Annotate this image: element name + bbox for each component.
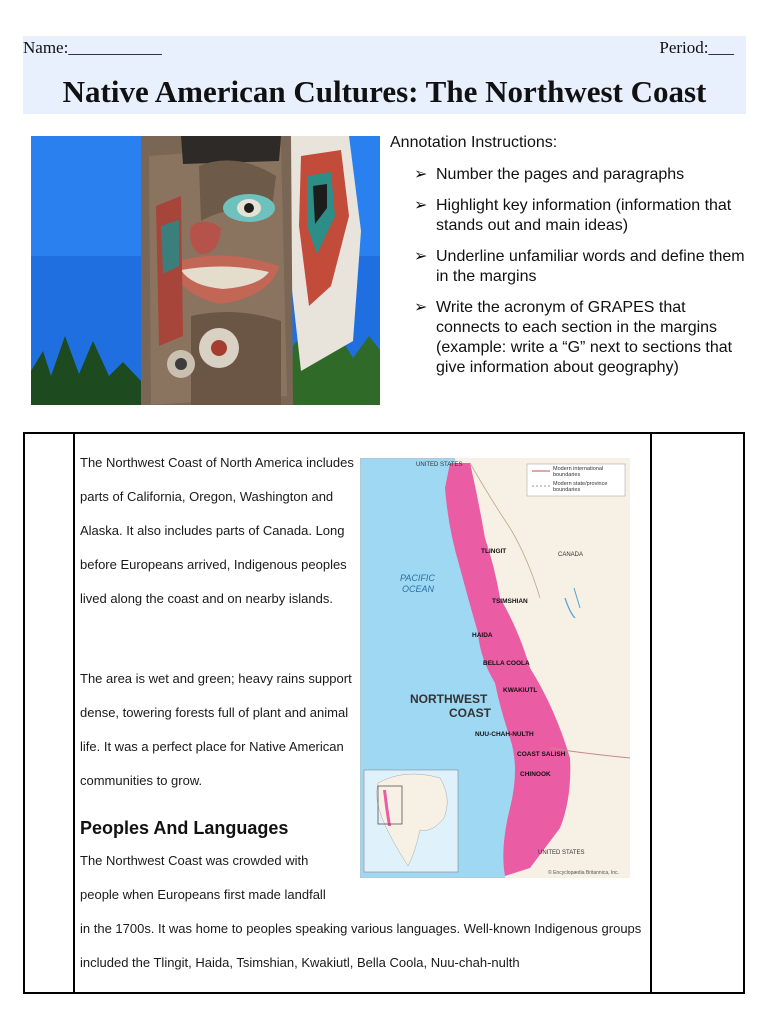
map-label-canada: CANADA [558, 552, 584, 558]
paragraph-4: in the 1700s. It was home to peoples speaking various languages. Well-known Indigenous groups included the Tlingit, Haida, Tsimshian, Kwakiutl, Bella Coola, Nuu-chah-nulth [80, 921, 642, 970]
map-label-group: COAST SALISH [517, 751, 566, 758]
map-label-group: TSIMSHIAN [492, 598, 528, 605]
map-label-group: KWAKIUTL [503, 687, 538, 694]
legend-label: boundaries [553, 487, 581, 493]
map-label-group: HAIDA [472, 632, 493, 639]
list-item: ➢ Write the acronym of GRAPES that connects to each section in the margins (example: write a “G” next to sections that give information about geography) [414, 299, 733, 376]
instructions-heading: Annotation Instructions: [390, 134, 558, 151]
annotation-table [23, 432, 745, 994]
arrow-bullet-icon: ➢ [414, 248, 428, 265]
list-item: ➢ Highlight key information (information that stands out and main ideas) [414, 197, 732, 234]
page-title: Native American Cultures: The Northwest Coast [62, 74, 707, 109]
map-credit: © Encyclopædia Britannica, Inc. [548, 870, 619, 876]
right-margin-divider [650, 434, 652, 992]
map-label-group: NUU-CHAH-NULTH [475, 731, 534, 738]
paragraph-3: The Northwest Coast was crowded with people when Europeans first made landfall [80, 853, 326, 902]
instructions-list [390, 165, 750, 378]
legend-label: Modern international [553, 466, 604, 472]
map-label-us-bottom: UNITED STATES [538, 850, 585, 856]
name-field: Name:___________ [23, 38, 162, 57]
legend-label: boundaries [553, 472, 581, 478]
paragraph-1: The Northwest Coast of North America includes parts of California, Oregon, Washington and Alaska. It also includes parts of Canada. Long before Europeans arrived, Indigenous peoples lived along the coast and on nearby islands. [80, 455, 354, 606]
arrow-bullet-icon: ➢ [414, 197, 428, 214]
paragraph-2: The area is wet and green; heavy rains support dense, towering forests full of plant and animal life. It was a perfect place for Native American communities to grow. [80, 671, 352, 788]
inset-map [364, 770, 458, 872]
northwest-coast-map [360, 458, 630, 878]
map-label-region-1: NORTHWEST [410, 692, 488, 706]
map-label-ocean-2: OCEAN [402, 584, 435, 594]
map-label-region-2: COAST [449, 706, 491, 720]
section-heading: Peoples And Languages [80, 818, 289, 838]
map-label-us-top: UNITED STATES [416, 462, 463, 468]
map-label-group: CHINOOK [520, 771, 551, 778]
map-label-ocean-1: PACIFIC [400, 573, 435, 583]
annotation-instructions [390, 133, 750, 389]
map-label-group: TLINGIT [481, 548, 507, 555]
list-item: ➢ Underline unfamiliar words and define them in the margins [414, 248, 745, 285]
period-field: Period:___ [659, 38, 734, 57]
map-label-group: BELLA COOLA [483, 660, 530, 667]
list-item: ➢ Number the pages and paragraphs [414, 166, 685, 183]
arrow-bullet-icon: ➢ [414, 166, 428, 183]
worksheet-header [23, 36, 746, 114]
arrow-bullet-icon: ➢ [414, 299, 428, 316]
legend-label: Modern state/province [553, 481, 608, 487]
left-margin-divider [73, 434, 75, 992]
totem-pole-photo [31, 136, 380, 405]
